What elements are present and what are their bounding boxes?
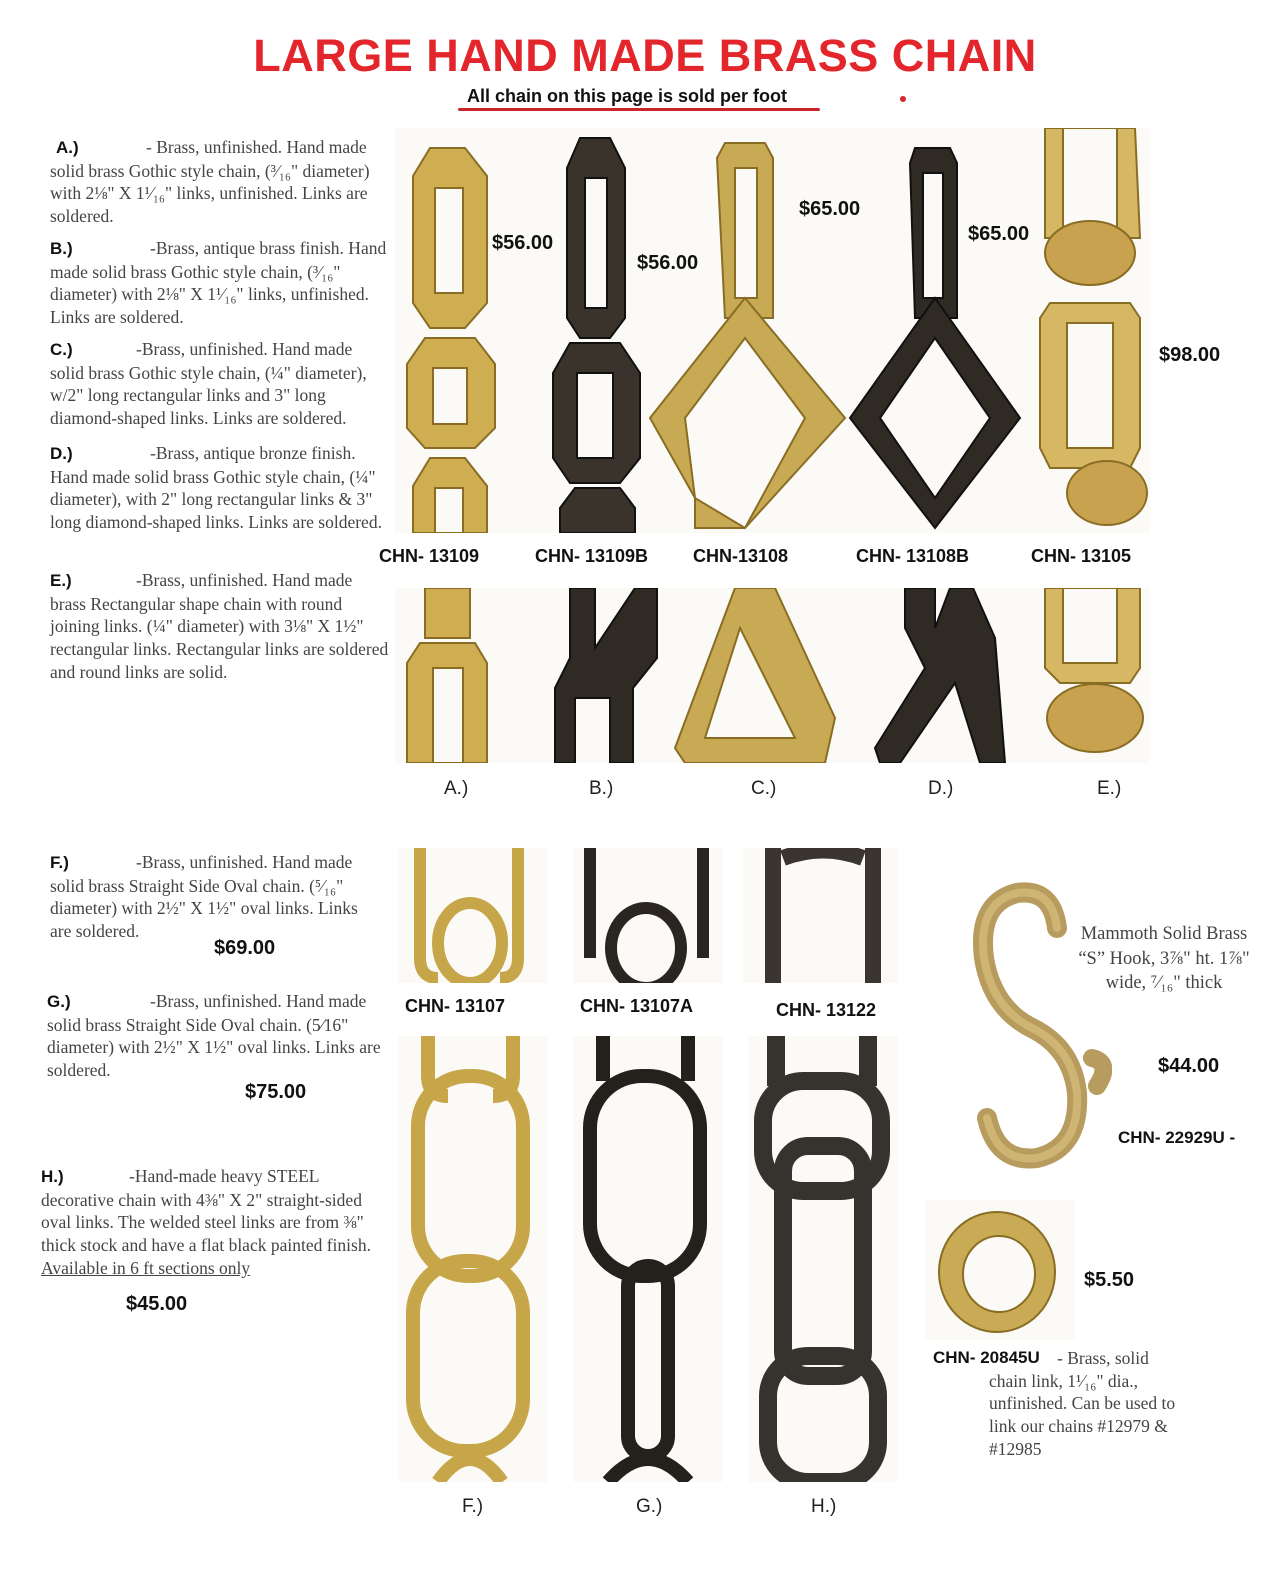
caption-b: B.) [589,778,614,799]
bottom-lower-photos [398,1036,898,1482]
subtitle-underline [458,108,820,111]
item-text: -Brass, unfinished. Hand made brass Rectangular shape chain with round joining links. (¼" diameter) with 3⅛" X 1½" rectangular links. Rectangular links are soldered and round links are solid. [50,570,389,682]
ring-description-text: - Brass, solid chain link, 1¹⁄₁₆" dia., unfinished. Can be used to link our chains #12979 & #12985 [989,1348,1176,1459]
bottom-upper-photos [398,848,898,983]
code-g: CHN- 13107A [580,996,694,1016]
item-letter: H.) [41,1167,64,1186]
caption-f: F.) [462,1496,484,1517]
item-text: -Brass, unfinished. Hand made solid brass Straight Side Oval chain. (⁵⁄₁₆" diameter) with 2½" X 1½" oval links. Links are soldered. [50,852,358,942]
price-a: $56.00 [492,232,554,254]
item-description-g [47,990,387,1082]
top-closeup-photos [395,588,1150,763]
availability-note: Available in 6 ft sections only [41,1257,251,1278]
code-d: CHN- 13108B [856,546,970,566]
ring-price: $5.50 [1084,1269,1135,1291]
price-f: $69.00 [214,937,276,959]
item-text: -Brass, antique brass finish. Hand made solid brass Gothic style chain, (³⁄₁₆" diameter) with 2⅛" X 1¹⁄₁₆" links, unfinished. Links are soldered. [50,238,387,328]
code-h: CHN- 13122 [776,1000,877,1020]
item-letter: A.) [56,138,79,157]
caption-d: D.) [928,778,954,799]
item-letter: C.) [50,340,73,359]
item-description-a [50,136,390,228]
item-description-c [50,338,390,430]
item-description-e [50,569,390,684]
item-letter: D.) [50,444,73,463]
item-letter: E.) [50,571,72,590]
s-hook-price: $44.00 [1158,1055,1220,1077]
caption-c: C.) [751,778,777,799]
s-hook-code: CHN- 22929U - [1118,1128,1236,1147]
ring-photo [925,1200,1075,1340]
item-description-b [50,237,390,329]
code-f: CHN- 13107 [405,996,506,1016]
item-description-f [50,851,380,943]
item-description-h [41,1165,386,1280]
code-b: CHN- 13109B [535,546,649,566]
code-c: CHN-13108 [693,546,789,566]
item-description-d [50,442,390,534]
caption-g: G.) [636,1496,663,1517]
page-title: LARGE HAND MADE BRASS CHAIN [253,30,1037,81]
item-text: - Brass, unfinished. Hand made solid brass Gothic style chain, (³⁄₁₆" diameter) with 2⅛" X 1¹⁄₁₆" links, unfinished. Links are soldered. [50,137,370,227]
item-text: -Brass, unfinished. Hand made solid brass Straight Side Oval chain. (5⁄16" diameter) with 2½" X 1½" oval links. Links are soldered. [47,991,381,1081]
price-c: $65.00 [799,198,861,220]
caption-h: H.) [811,1496,837,1517]
price-e: $98.00 [1159,344,1221,366]
caption-a: A.) [444,778,469,799]
item-letter: F.) [50,853,69,872]
price-d: $65.00 [968,223,1030,245]
code-a: CHN- 13109 [379,546,480,566]
decorative-dot [900,96,906,102]
item-text: -Brass, unfinished. Hand made solid brass Gothic style chain, (¼" diameter), w/2" long rectangular links and 3" long diamond-shaped links. Links are soldered. [50,339,367,429]
price-g: $75.00 [245,1081,307,1103]
ring-description [989,1347,1189,1461]
item-letter: G.) [47,992,71,1011]
s-hook-description: Mammoth Solid Brass “S” Hook, 3⅞" ht. 1⅞" wide, ⁷⁄₁₆" thick [1078,924,1250,993]
item-text: -Brass, antique bronze finish. Hand made solid brass Gothic style chain, (¼" diameter), with 2" long rectangular links & 3" long diamond-shaped links. Links are soldered. [50,443,382,533]
item-letter: B.) [50,239,73,258]
code-e: CHN- 13105 [1031,546,1132,566]
item-text: -Hand-made heavy STEEL decorative chain with 4⅜" X 2" straight-sided oval links. The welded steel links are from ⅜" thick stock and have a flat black painted finish. [41,1166,371,1256]
ring-code: CHN- 20845U [933,1348,1040,1367]
top-chain-photos [395,128,1150,533]
price-b: $56.00 [637,252,699,274]
page-subtitle: All chain on this page is sold per foot [467,86,788,106]
price-h: $45.00 [126,1293,188,1315]
caption-e: E.) [1097,778,1122,799]
